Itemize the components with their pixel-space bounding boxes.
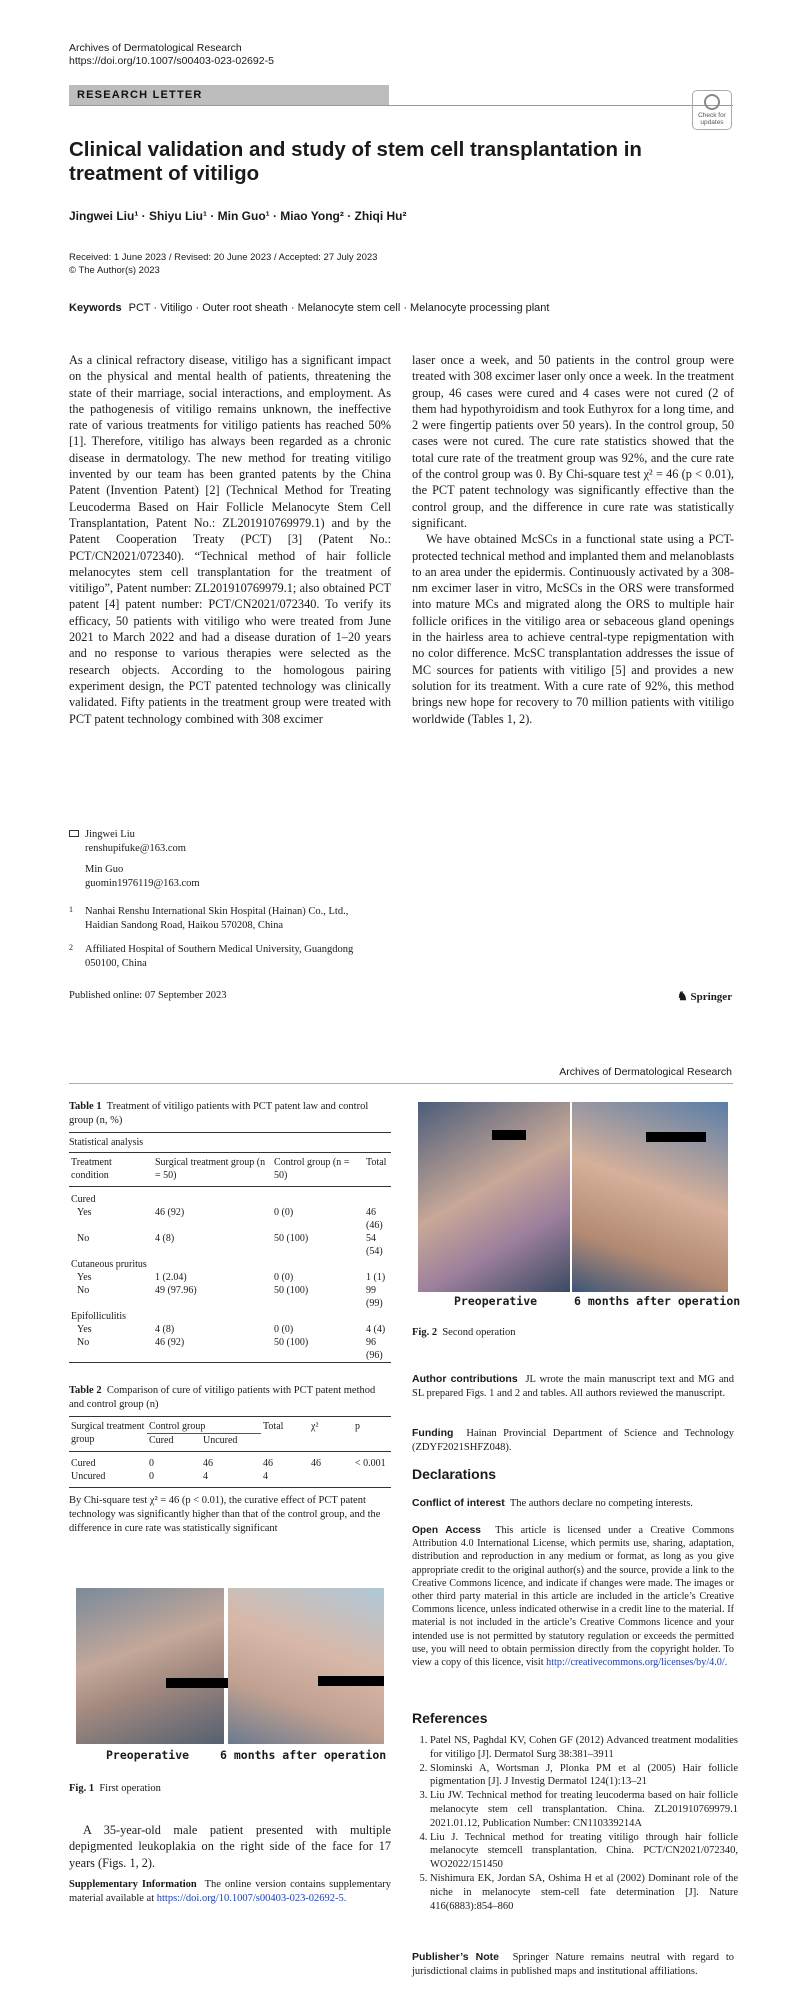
doi-link[interactable]: https://doi.org/10.1007/s00403-023-02692-5	[69, 55, 274, 67]
declarations-heading: Declarations	[412, 1466, 497, 1482]
postoperative-photo	[572, 1102, 728, 1292]
reference-item: 3. Liu JW. Technical method for treating leucoderma based on hair follicle melanocyte stem cell transplantation. China. ZL201910769979.1 2021.01.12, Publication Number: CN110339214A	[430, 1789, 738, 1830]
cell	[309, 1470, 353, 1488]
cell: 0	[149, 1471, 154, 1482]
publishers-note-label: Publisher’s Note	[412, 1951, 500, 1963]
cell: Yes	[77, 1272, 92, 1283]
reference-item: 1. Patel NS, Paghdal KV, Cohen GF (2012) Advanced treatment modalities for vitiligo [J]. Dermatol Surg 38:381–3911	[430, 1734, 738, 1762]
envelope-icon	[69, 830, 79, 837]
reference-item: 4. Liu J. Technical method for treating vitiligo through hair follicle melanocyte stemcell transplantation. China. PCT/CN2021/072340, WO2022/151450	[430, 1831, 738, 1872]
cell: 46	[263, 1458, 273, 1469]
contact-name: Jingwei Liu	[85, 829, 135, 840]
oa-text: This article is licensed under a Creative Commons Attribution 4.0 International License, which permits use, sharing, adaptation, distribution and reproduction in any medium or format, as long as you give appropriate credit to the original author(s) and the source, provide a link to the Creative Commons licence, and indicate if changes were made. The images or other third party material in this article are included in the article’s Creative Commons licence, unless indicated otherwise in a credit line to the material. If material is not included in the article’s Creative Commons licence and your intended use is not permitted by statutory regulation or exceeds the permitted use, you will need to obtain permission directly from the copyright holder. To view a copy of this licence, visit	[412, 1525, 734, 1669]
cell: No	[77, 1285, 90, 1296]
conflict-of-interest	[412, 1496, 734, 1511]
postoperative-photo	[228, 1588, 384, 1744]
figure-2-image	[418, 1102, 728, 1292]
case-paragraph: A 35-year-old male patient presented with multiple depigmented leukoplakia on the right side of the face for 17 years (Figs. 1, 2).	[69, 1823, 391, 1870]
cell: < 0.001	[355, 1458, 386, 1469]
funding-text: Hainan Provincial Department of Science and Technology (ZDYF2021SHFZ048).	[412, 1428, 735, 1453]
col-header: Treatment condition	[71, 1157, 112, 1181]
supp-text: The online version contains supplementary material available at	[69, 1879, 391, 1904]
journal-header	[69, 42, 274, 68]
table-body	[69, 1420, 391, 1488]
cell: Yes	[77, 1207, 92, 1218]
col-header: Control group	[147, 1420, 261, 1434]
fig-label: Fig. 2	[412, 1327, 438, 1338]
eye-censor-bar	[318, 1676, 384, 1686]
cell: 4 (8)	[155, 1324, 175, 1335]
cell: Cured	[71, 1458, 96, 1469]
fig-caption-text: First operation	[99, 1783, 161, 1794]
col-header: Control group (n = 50)	[274, 1157, 350, 1181]
banner-rule	[69, 105, 733, 106]
table-caption-text: Comparison of cure of vitiligo patients with PCT patent method and control group (n)	[69, 1385, 376, 1410]
col-header: Total	[263, 1421, 284, 1432]
publishers-note-text: Springer Nature remains neutral with regard to jurisdictional claims in published maps and institutional affiliations.	[412, 1952, 735, 1977]
eye-censor-bar	[166, 1678, 228, 1688]
contact-email[interactable]: guomin1976119@163.com	[85, 878, 200, 889]
table-row	[69, 1470, 391, 1488]
reference-item: 2. Slominski A, Wortsman J, Plonka PM et al (2005) Hair follicle pigmentation [J]. J Investig Dermatol 124(1):13–21	[430, 1762, 738, 1790]
open-access	[412, 1524, 734, 1669]
funding-label: Funding	[412, 1427, 454, 1439]
running-header: Archives of Dermatological Research	[559, 1066, 732, 1078]
table-row	[69, 1271, 391, 1284]
fig-caption-text: Second operation	[442, 1327, 516, 1338]
col-header: p	[355, 1421, 360, 1432]
table-label: Table 1	[69, 1101, 102, 1112]
table-label: Table 2	[69, 1385, 102, 1396]
journal-name: Archives of Dermatological Research	[69, 42, 242, 54]
table-row	[69, 1206, 391, 1232]
check-updates-icon	[704, 94, 720, 110]
contact-name: Min Guo	[85, 864, 124, 875]
cell: 1 (1)	[366, 1272, 386, 1283]
affiliation	[69, 943, 369, 971]
col-header: Total	[366, 1157, 387, 1168]
supp-label: Supplementary Information	[69, 1879, 197, 1890]
fig2-label-left: Preoperative	[454, 1294, 538, 1308]
check-for-updates-badge[interactable]	[692, 90, 732, 130]
keywords-text: PCT · Vitiligo · Outer root sheath · Melanocyte stem cell · Melanocyte processing plant	[128, 302, 550, 314]
cell: 50 (100)	[274, 1337, 309, 1348]
fig2-caption	[412, 1326, 516, 1340]
table-caption	[69, 1100, 391, 1128]
table-row	[69, 1284, 391, 1310]
figure-1-image	[76, 1588, 384, 1744]
supp-link[interactable]: https://doi.org/10.1007/s00403-023-02692-5.	[156, 1893, 347, 1904]
cell: 4 (4)	[366, 1324, 386, 1335]
table-row	[69, 1232, 391, 1258]
correspondence	[69, 828, 369, 971]
contrib-text: JL wrote the main manuscript text and MG and SL prepared Figs. 1 and 2 and tables. All authors reviewed the manuscript.	[412, 1374, 735, 1399]
publisher-logo	[677, 989, 732, 1004]
reference-item: 5. Nishimura EK, Jordan SA, Oshima H et al (2002) Dominant role of the niche in melanocyte stem-cell fate determination [J]. Nature 416(6883):854–860	[430, 1872, 738, 1913]
springer-horse-icon: ♞	[677, 989, 688, 1003]
col-header: Uncured	[203, 1435, 238, 1446]
group-label: Epifolliculitis	[71, 1311, 126, 1322]
group-label: Cured	[71, 1194, 96, 1205]
article-type-banner: RESEARCH LETTER	[69, 85, 389, 105]
cell: 46	[311, 1458, 321, 1469]
affiliation-text: Affiliated Hospital of Southern Medical University, Guangdong 050100, China	[85, 944, 354, 969]
affiliation	[69, 905, 369, 933]
cell: No	[77, 1233, 90, 1244]
author-list: Jingwei Liu¹ · Shiyu Liu¹ · Min Guo¹ · Miao Yong² · Zhiqi Hu²	[69, 209, 407, 223]
header-rule	[69, 1083, 733, 1084]
body-paragraph: We have obtained McSCs in a functional state using a PCT-protected technical method and implanted them and melanoblasts to an area under the epidermis. Continuously activated by a 308-nm excimer laser in vitro, McSCs in the ORS were transformed into mature MCs and migrated along the ORS to multiple hair follicle orifices in the vitiligo area or sebaceous gland openings in the hairless area to achieve central-type repigmentation with no color difference. McSC transplantation addresses the issue of MC sources for patients with vitiligo [5] and provides a new solution for its treatment. With a cure rate of 92%, this method brings new hope for recovery to 70 million patients with vitiligo worldwide (Tables 1, 2).	[412, 532, 735, 726]
cell: Uncured	[71, 1471, 106, 1482]
body-column-right	[412, 352, 734, 727]
check-updates-label: Check for updates	[698, 112, 726, 126]
cell: 50 (100)	[274, 1285, 309, 1296]
funding	[412, 1426, 734, 1455]
table-row	[69, 1452, 391, 1471]
article-dates	[69, 251, 377, 277]
oa-link[interactable]: http://creativecommons.org/licenses/by/4.0/.	[546, 1657, 728, 1669]
table-caption-text: Treatment of vitiligo patients with PCT patent law and control group (n, %)	[69, 1101, 369, 1126]
article-title: Clinical validation and study of stem cell transplantation in treatment of vitiligo	[69, 138, 642, 185]
cell: 49 (97.96)	[155, 1285, 197, 1296]
col-header: Cured	[149, 1435, 174, 1446]
affiliation-number: 2	[69, 943, 73, 952]
cell: 1 (2.04)	[155, 1272, 187, 1283]
published-date: Published online: 07 September 2023	[69, 990, 227, 1001]
cell: 50 (100)	[274, 1233, 309, 1244]
table-row	[69, 1336, 391, 1363]
col-header: χ²	[311, 1421, 319, 1432]
supplementary-info	[69, 1878, 391, 1906]
cell: 46 (92)	[155, 1207, 185, 1218]
keywords	[69, 302, 549, 314]
contrib-label: Author contributions	[412, 1373, 518, 1385]
cell: Yes	[77, 1324, 92, 1335]
cell: 4	[203, 1471, 208, 1482]
fig-label: Fig. 1	[69, 1783, 95, 1794]
affiliation-text: Nanhai Renshu International Skin Hospital (Hainan) Co., Ltd., Haidian Sandong Road, Haikou 570208, China	[85, 906, 349, 931]
table-header-row	[69, 1156, 391, 1187]
cell: 0 (0)	[274, 1324, 294, 1335]
copyright: © The Author(s) 2023	[69, 265, 160, 276]
cell: 0 (0)	[274, 1272, 294, 1283]
page-2	[0, 1022, 801, 1996]
cell: 46 (46)	[366, 1207, 383, 1231]
coi-label: Conflict of interest	[412, 1497, 505, 1509]
table-body	[69, 1156, 391, 1363]
group-label: Cutaneous pruritus	[71, 1259, 147, 1270]
cell: 4 (8)	[155, 1233, 175, 1244]
fig1-label-left: Preoperative	[106, 1748, 190, 1762]
cell: 4	[263, 1471, 268, 1482]
publishers-note	[412, 1950, 734, 1979]
cell: 96 (96)	[366, 1337, 383, 1361]
oa-label: Open Access	[412, 1525, 481, 1536]
table-note: By Chi-square test χ² = 46 (p < 0.01), the curative effect of PCT patent technology was significantly higher than that of the control group, and the difference in cure rate was statistically significant	[69, 1495, 381, 1534]
col-header: Surgical treatment group	[71, 1421, 145, 1445]
cell: 0 (0)	[274, 1207, 294, 1218]
history-dates: Received: 1 June 2023 / Revised: 20 June 2023 / Accepted: 27 July 2023	[69, 252, 378, 263]
col-header: Surgical treatment group (n = 50)	[155, 1157, 266, 1181]
cell: 54 (54)	[366, 1233, 383, 1257]
author-contributions	[412, 1372, 734, 1401]
fig1-label-right: 6 months after operation	[220, 1748, 387, 1762]
cell: No	[77, 1337, 90, 1348]
cell: 46 (92)	[155, 1337, 185, 1348]
table-1	[69, 1100, 391, 1363]
references-heading: References	[412, 1710, 488, 1726]
table-row	[69, 1323, 391, 1336]
body-paragraph: laser once a week, and 50 patients in the control group were treated with 308 excimer laser only once a week. In the treatment group, 46 cases were cured and 4 cases were not cured (2 of them had hypothyroidism and took Euthyrox for a long time, and 2 were fingertip patients over 50 years). In the control group, 50 cases were not cured. The cure rate statistics showed that the total cure rate of the treatment group was 92%, and the cure rate of the control group was 0. By Chi-square test χ² = 46 (p < 0.01), the PCT patent technology was significantly effective than the control group, and the difference in cure rate was statistically significant.	[412, 353, 734, 530]
keywords-label: Keywords	[69, 302, 122, 314]
eye-censor-bar	[646, 1132, 706, 1142]
preoperative-photo	[76, 1588, 224, 1744]
cell: 46	[203, 1458, 213, 1469]
fig1-caption	[69, 1782, 161, 1796]
reference-list	[412, 1734, 738, 1913]
eye-censor-bar	[492, 1130, 526, 1140]
fig2-label-right: 6 months after operation	[574, 1294, 741, 1308]
publisher-name: Springer	[690, 991, 733, 1003]
table-2	[69, 1384, 391, 1536]
affiliation-number: 1	[69, 905, 73, 914]
cell: 0	[149, 1458, 154, 1469]
contact-email[interactable]: renshupifuke@163.com	[85, 843, 186, 854]
cell	[353, 1470, 391, 1488]
table-caption	[69, 1384, 391, 1412]
table-section-label: Statistical analysis	[69, 1137, 144, 1148]
coi-text: The authors declare no competing interests.	[509, 1498, 693, 1509]
cell: 99 (99)	[366, 1285, 383, 1309]
body-column-left: As a clinical refractory disease, vitiligo has a significant impact on the physical and mental health of patients, threatening the state of their marriage, social interactions, and employment. As the pathogenesis of vitiligo remains unknown, the ineffective rate of various treatments for vitiligo patients has reached 50% [1]. Therefore, vitiligo has always been regarded as a chronic disease in dermatology. The new method for treating vitiligo invented by our team has been granted patents by the China Patent (Invention Patent) [2] (Technical Method for Treating Leucoderma Based on Hair Follicle Melanocyte Stem Cell Transplantation, Patent No.: ZL201910769979.1) and by the Patent Cooperation Treaty (PCT) [3] (Patent No.: PCT/CN2021/072340). “Technical method of hair follicle melanocytes stem cell transplantation for the treatment of vitiligo”, Patent number: ZL201910769979.1; also obtained PCT patent [4] patent number: PCT/CN2021/072340. To verify its efficacy, 50 patients with vitiligo who were treated from June 2021 to March 2022 and had a disease duration of 1–20 years and no response to various therapies were selected as the research objects. According to the homologous pairing experiment design, the PCT patented technology was clinically validated. Fifty patients in the treatment group were treated with PCT patent technology combined with 308 excimer	[69, 353, 391, 726]
